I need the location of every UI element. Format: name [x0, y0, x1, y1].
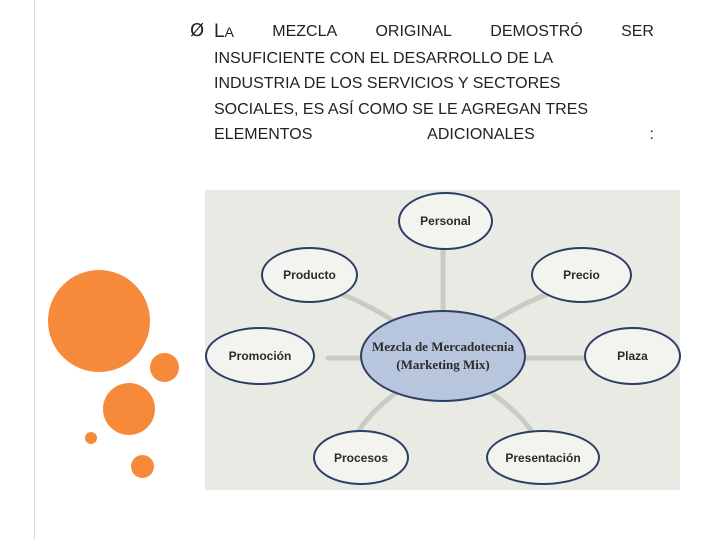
slide-left-rule — [34, 0, 35, 540]
node-presentacion: Presentación — [486, 430, 600, 485]
decorative-circle-large — [48, 270, 150, 372]
paragraph-line-2: INSUFICIENTE CON EL DESARROLLO DE LA — [214, 49, 554, 67]
node-promocion: Promoción — [205, 327, 315, 385]
paragraph-line-3: INDUSTRIA DE LOS SERVICIOS Y SECTORES — [214, 75, 561, 92]
marketing-mix-diagram — [205, 190, 680, 490]
colon: : — [649, 126, 654, 143]
word: DEMOSTRÓ — [490, 23, 583, 40]
word: ELEMENTOS — [214, 126, 313, 143]
word: ORIGINAL — [375, 23, 452, 40]
decorative-circle-small — [150, 353, 179, 382]
node-plaza: Plaza — [584, 327, 681, 385]
paragraph-line-5 — [214, 122, 654, 148]
node-personal: Personal — [398, 192, 493, 250]
word: SER — [621, 23, 654, 40]
word: MEZCLA — [272, 23, 338, 40]
center-title: Mezcla de Mercadotecnia — [372, 339, 514, 354]
decorative-circle-tiny — [85, 432, 97, 444]
node-producto: Producto — [261, 247, 358, 303]
decorative-circle-small-bottom — [131, 455, 154, 478]
node-precio: Precio — [531, 247, 632, 303]
decorative-circle-medium — [103, 383, 155, 435]
paragraph-line-1 — [214, 19, 654, 46]
center-subtitle: (Marketing Mix) — [396, 357, 490, 372]
paragraph-line-4: SOCIALES, ES ASÍ COMO SE LE AGREGAN TRES — [214, 100, 589, 118]
first-word: LA — [214, 21, 234, 42]
slide-paragraph — [214, 19, 654, 148]
node-center-marketing-mix — [360, 310, 526, 402]
word: ADICIONALES — [427, 126, 535, 143]
node-procesos: Procesos — [313, 430, 409, 485]
bullet-arrow-icon: Ø — [190, 20, 205, 41]
